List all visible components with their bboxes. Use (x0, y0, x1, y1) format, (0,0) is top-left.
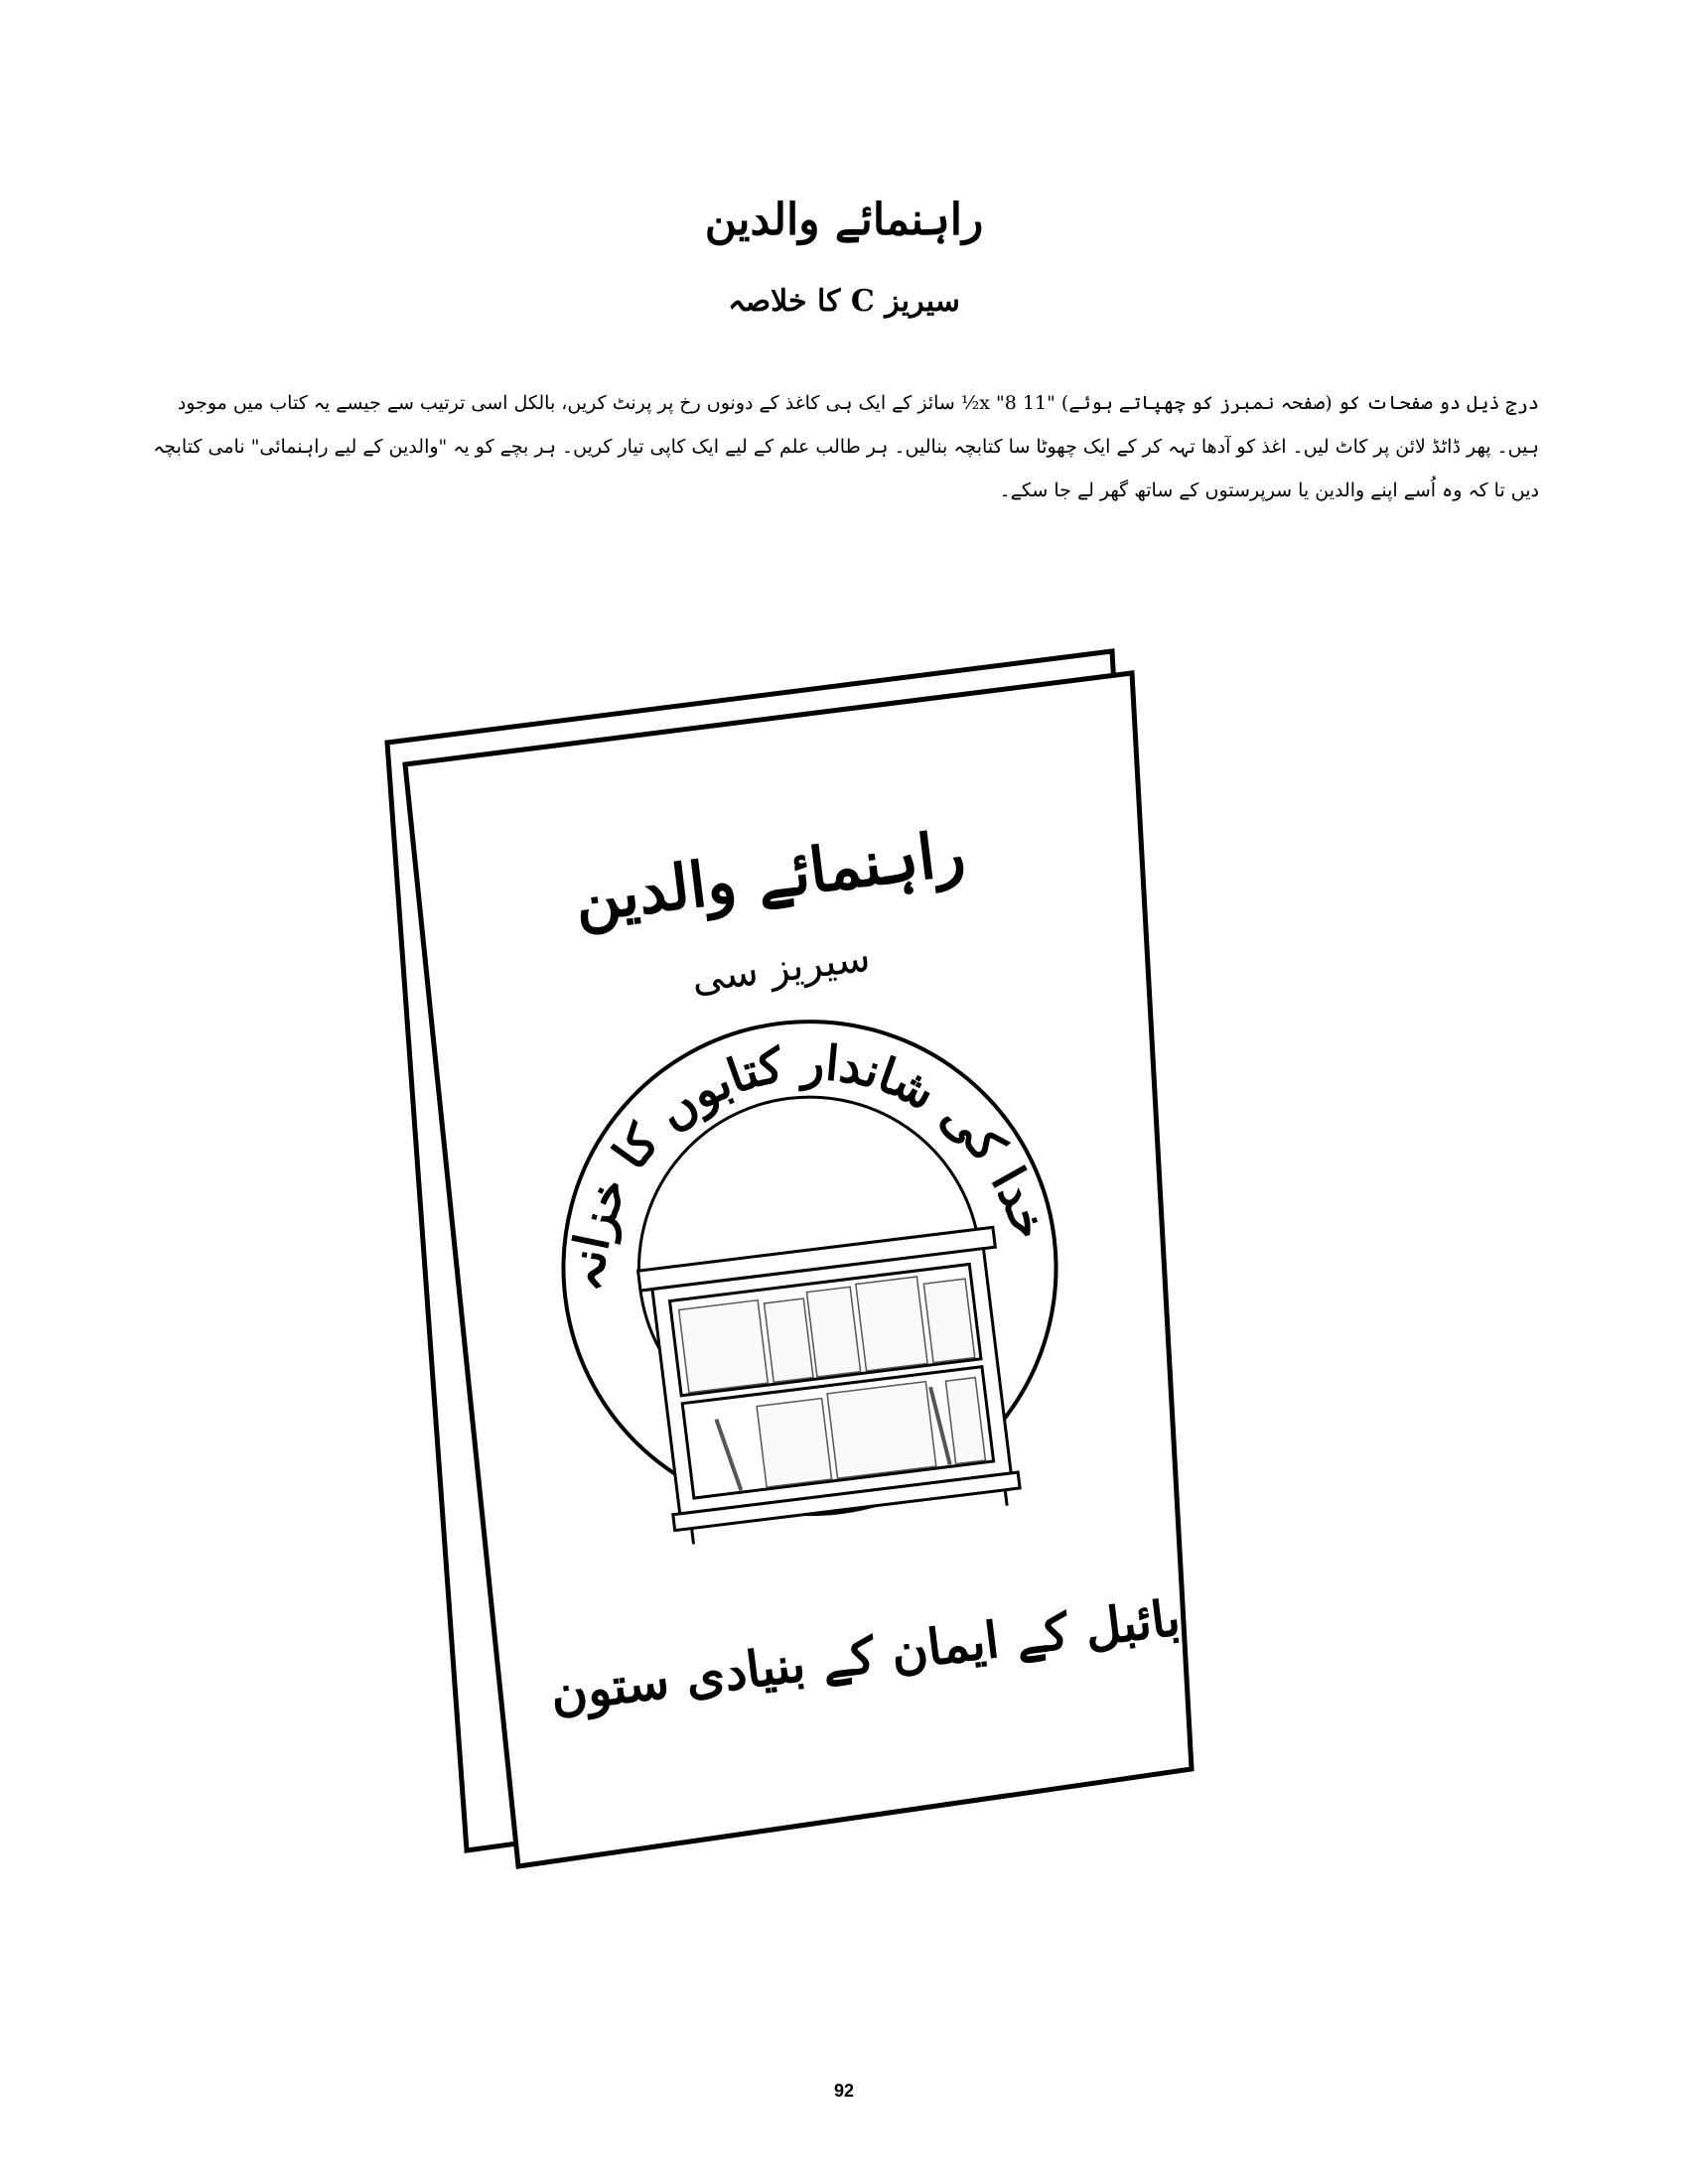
booklet-footer: بائبل کے ایمان کے بنیادی ستون (547, 1587, 1184, 1723)
page-number: 92 (833, 2081, 855, 2101)
instructions-paragraph: درجِ ذیل دو صفحات کو (صفحہ نمبرز کو چھپاتے ہوئے) "11 x "8½ سائز کے ایک ہی کاغذ کے دونوں رخ پر پرنٹ کریں، بالکل اسی ترتیب سے جیسے یہ کتاب میں موجود ہیں۔ پھر ڈاٹڈ لائن پر کاٹ لیں۔ اغذ کو آدھا تہہ کر کے ایک چھوٹا سا کتابچہ بنالیں۔ ہر طالب علم کے لیے ایک کاپی تیار کریں۔ ہر بچے کو یہ "والدین کے لیے راہنمائی" نامی کتابچہ دیں تا کہ وہ اُسے اپنے والدین یا سرپرستوں کے ساتھ گھر لے جا سکے۔ (153, 392, 1539, 501)
booklet-series: سیریز سی (689, 934, 873, 1003)
booklet-title: راہنمائے والدین (570, 816, 969, 936)
booklet-arc-text: خدا کی شاندار کتابوں کا خزانہ (559, 1034, 1058, 1294)
page-subtitle: سیریز C کا خلاصہ (728, 284, 960, 319)
page-title: راہنمائے والدین (704, 195, 984, 245)
